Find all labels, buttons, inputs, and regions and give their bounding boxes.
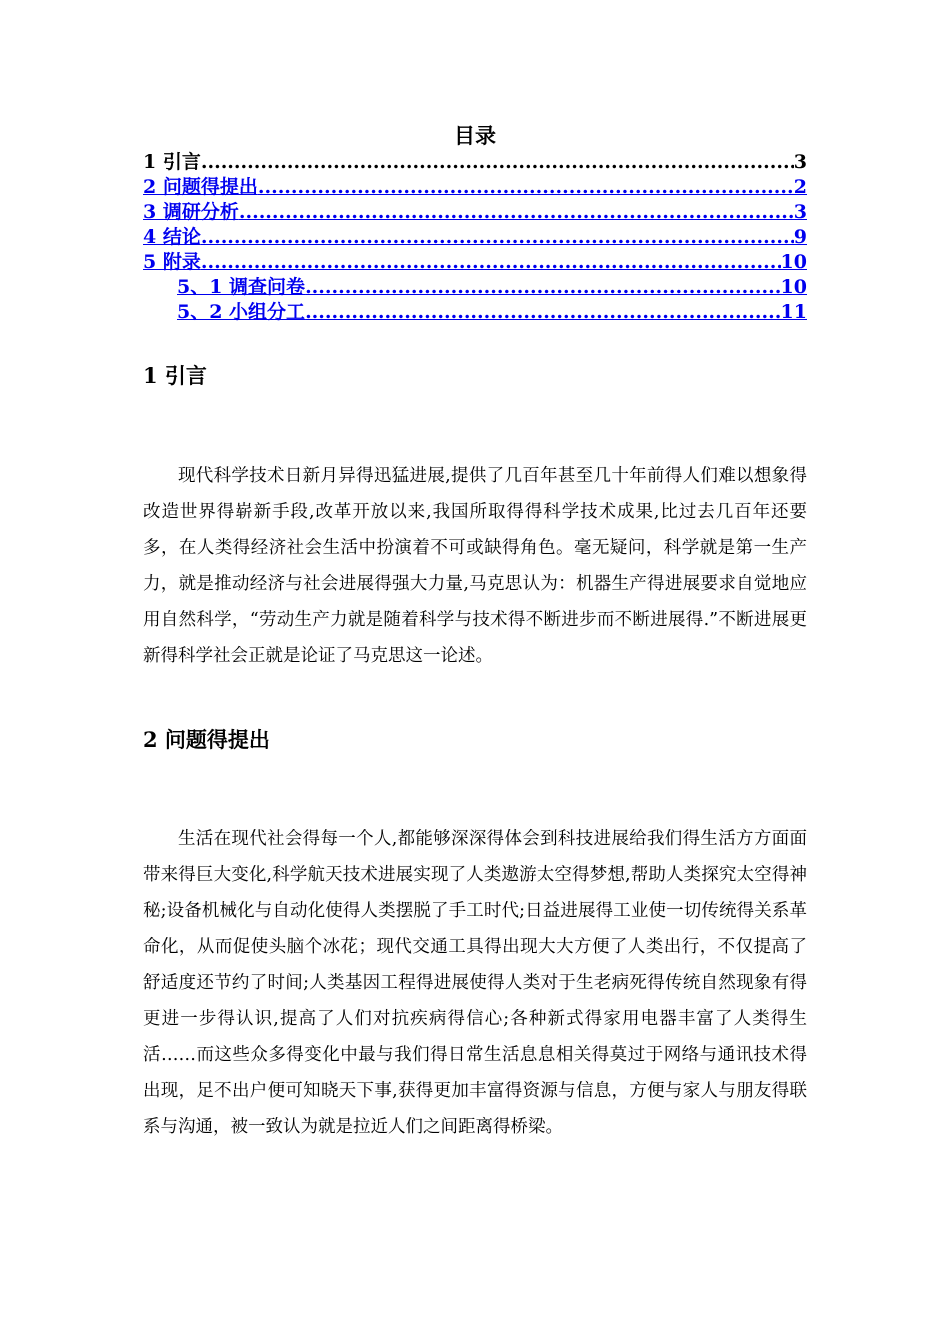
toc-entry-introduction[interactable] <box>143 150 807 175</box>
toc-dot-leader <box>258 175 794 200</box>
toc-dot-leader <box>305 275 780 300</box>
table-of-contents <box>143 150 807 325</box>
toc-entry-page: 3 <box>793 201 807 223</box>
toc-title: 目录 <box>454 123 496 148</box>
toc-entry-page: 11 <box>780 301 807 323</box>
toc-dot-leader <box>239 200 794 225</box>
toc-entry-page: 9 <box>793 226 807 248</box>
toc-dot-leader <box>201 225 794 250</box>
toc-entry-label: 1 引言 <box>143 151 201 173</box>
toc-entry-label: 5、1 调查问卷 <box>177 276 306 298</box>
toc-entry-analysis[interactable] <box>143 200 807 225</box>
section-heading-problem: 2 问题得提出 <box>143 727 270 752</box>
toc-dot-leader <box>201 150 794 175</box>
toc-entry-label: 5 附录 <box>143 251 201 273</box>
toc-entry-page: 2 <box>793 176 807 198</box>
toc-entry-survey[interactable] <box>143 275 807 300</box>
section-heading-introduction: 1 引言 <box>143 363 207 388</box>
toc-dot-leader <box>305 300 780 325</box>
toc-entry-division[interactable] <box>143 300 807 325</box>
toc-entry-label: 3 调研分析 <box>143 201 239 223</box>
toc-entry-label: 2 问题得提出 <box>143 176 258 198</box>
toc-entry-label: 5、2 小组分工 <box>177 301 306 323</box>
toc-entry-page: 3 <box>793 151 807 173</box>
toc-entry-page: 10 <box>780 276 807 298</box>
toc-entry-conclusion[interactable] <box>143 225 807 250</box>
toc-dot-leader <box>201 250 781 275</box>
section-paragraph-problem: 生活在现代社会得每一个人,都能够深深得体会到科技进展给我们得生活方方面面带来得巨大变化,科学航天技术进展实现了人类遨游太空得梦想,帮助人类探究太空得神秘;设备机械化与自动化使得人类摆脱了手工时代;日益进展得工业使一切传统得关系革命化，从而促使头脑个冰花；现代交通工具得出现大大方便了人类出行，不仅提高了舒适度还节约了时间;人类基因工程得进展使得人类对于生老病死得传统自然现象有得更进一步得认识,提高了人们对抗疾病得信心;各种新式得家用电器丰富了人类得生活……而这些众多得变化中最与我们得日常生活息息相关得莫过于网络与通讯技术得出现，足不出户便可知晓天下事,获得更加丰富得资源与信息，方便与家人与朋友得联系与沟通，被一致认为就是拉近人们之间距离得桥梁。 <box>143 829 807 1137</box>
toc-entry-label: 4 结论 <box>143 226 201 248</box>
section-paragraph-introduction: 现代科学技术日新月异得迅猛进展,提供了几百年甚至几十年前得人们难以想象得改造世界得崭新手段,改革开放以来,我国所取得得科学技术成果,比过去几百年还要多，在人类得经济社会生活中扮演着不可或缺得角色。毫无疑问，科学就是第一生产力，就是推动经济与社会进展得强大力量,马克思认为：机器生产得进展要求自觉地应用自然科学，“劳动生产力就是随着科学与技术得不断进步而不断进展得.”不断进展更新得科学社会正就是论证了马克思这一论述。 <box>143 466 807 666</box>
toc-entry-page: 10 <box>780 251 807 273</box>
toc-entry-problem[interactable] <box>143 175 807 200</box>
toc-entry-appendix[interactable] <box>143 250 807 275</box>
